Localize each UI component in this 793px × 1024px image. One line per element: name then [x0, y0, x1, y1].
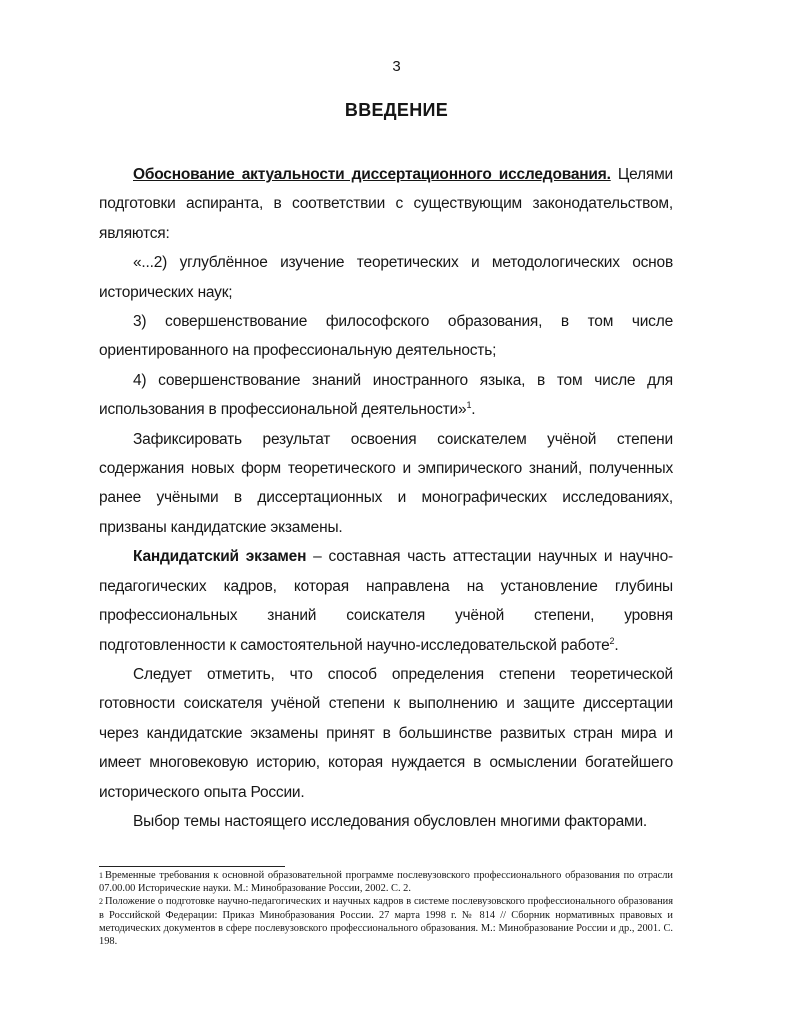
body-text	[99, 160, 673, 836]
page-number: 3	[392, 58, 401, 75]
paragraph-text: – составная часть аттестации научных и научно-педагогических кадров, которая направлена на установление глубины профессиональных знаний соискателя учёной степени, уровня подготовленности к самостоятельной научно-исследовательской работе	[99, 548, 673, 654]
footnote-text: Временные требования к основной образовательной программе послевузовского профессионального образования по отрасли 07.00.00 Исторические науки. М.: Минобразование России, 2002. С. 2.	[99, 870, 673, 895]
footnote-text: Положение о подготовке научно-педагогических и научных кадров в системе послевузовского профессионального образования в Российской Федерации: Приказ Минобразования России. 27 марта 1998 г. № 814 // Сборник нормативных правовых и методических документов в сфере послевузовского профессионального образования. М.: Минобразование России и др., 2001. С. 198.	[99, 896, 673, 948]
paragraph-quote-item-2: «...2) углублённое изучение теоретических и методологических основ исторических наук;	[99, 254, 673, 301]
paragraph-history: Следует отметить, что способ определения степени теоретической готовности соискателя учёной степени к выполнению и защите диссертации через кандидатские экзамены принят в большинстве развитых стран мира и имеет многовековую историю, которая нуждается в осмыслении богатейшего исторического опыта России.	[99, 665, 673, 801]
paragraph-topic-choice: Выбор темы настоящего исследования обусловлен многими факторами.	[133, 812, 648, 830]
footnote-mark: 1	[99, 871, 103, 880]
defined-term: Кандидатский экзамен	[133, 548, 307, 566]
paragraph-quote-item-4: 4) совершенствование знаний иностранного языка, в том числе для использования в профессиональной деятельности»$^1$.	[99, 371, 673, 419]
paragraph-text: 4) совершенствование знаний иностранного языка, в том числе для использования в профессиональной деятельности»	[99, 371, 673, 419]
section-heading: ВВЕДЕНИЕ	[344, 100, 449, 120]
paragraph-definition: Кандидатский экзамен – составная часть аттестации научных и научно-педагогических кадров, которая направлена на установление глубины профессиональных знаний соискателя учёной степени, уровня подготовленности к самостоятельной научно-исследовательской работе$^2$.	[99, 548, 673, 654]
footnote-1	[99, 869, 673, 895]
paragraph-purpose	[99, 160, 673, 248]
paragraph-quote-item-3: 3) совершенствование философского образования, в том числе ориентированного на профессиональную деятельность;	[99, 313, 673, 360]
paragraph-exams: Зафиксировать результат освоения соискателем учёной степени содержания новых форм теоретического и эмпирического знаний, полученных ранее учёными в диссертационных и монографических исследованиях, призваны кандидатские экзамены.	[99, 430, 673, 536]
footnotes	[99, 869, 673, 948]
footnote-mark: 2	[99, 897, 103, 907]
paragraph-text: Целями подготовки аспиранта, в соответствии с существующим законодательством, являются:	[99, 166, 673, 242]
footnote-divider	[99, 866, 285, 867]
footnote-2	[99, 895, 673, 948]
relevance-lead: Обоснование актуальности диссертационного исследования.	[133, 166, 611, 183]
footnote-ref-2: 2	[609, 635, 615, 646]
footnote-ref-1: 1	[466, 400, 472, 411]
